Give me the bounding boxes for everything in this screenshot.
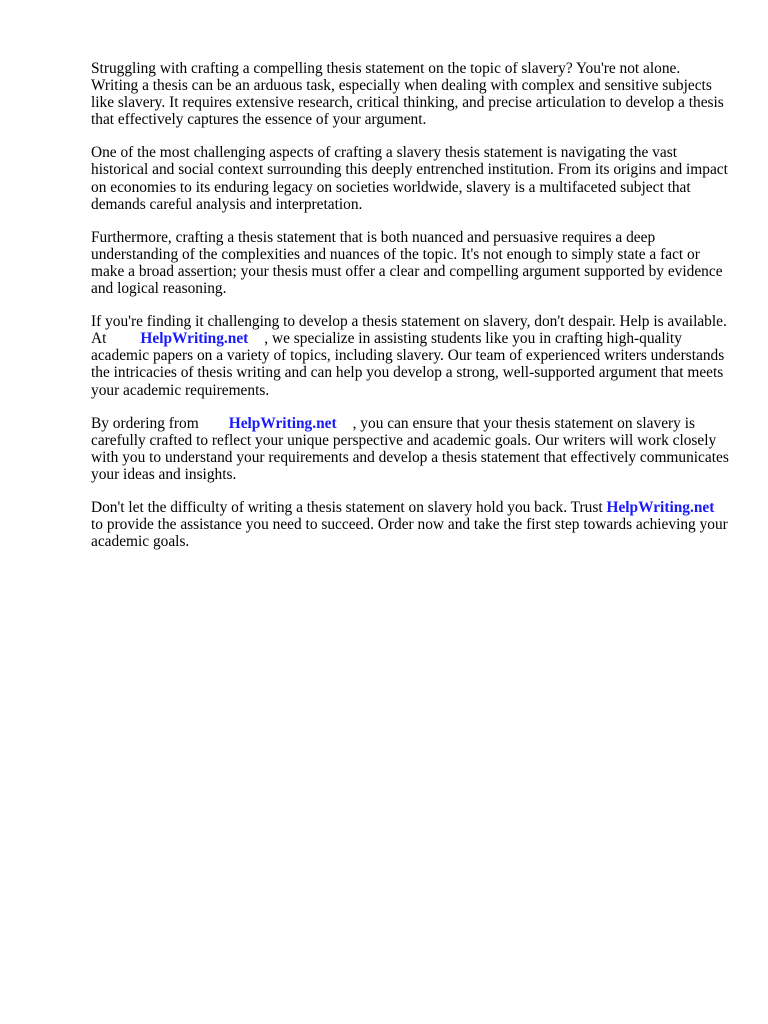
paragraph-closing (91, 499, 731, 550)
helpwriting-link[interactable]: HelpWriting.net (228, 414, 337, 432)
helpwriting-link[interactable]: HelpWriting.net (606, 498, 715, 516)
paragraph-ordering (91, 415, 731, 483)
paragraph-help-available-text-before: If you're finding it challenging to develop a thesis statement on slavery, don't despair. Help is available. At (91, 313, 727, 348)
paragraph-help-available-text-after: , we specialize in assisting students like you in crafting high-quality academic papers on a variety of topics, including slavery. Our team of experienced writers understands the intricacies of thesis writing and can help you develop a strong, well-supported argument that meets your academic requirements. (91, 330, 725, 399)
paragraph-ordering-text-after: , you can ensure that your thesis statement on slavery is carefully crafted to reflect your unique perspective and academic goals. Our writers will work closely with you to understand your requirements and develop a thesis statement that effectively communicates your ideas and insights. (91, 414, 729, 483)
paragraph-ordering-text-before: By ordering from (91, 414, 199, 432)
helpwriting-link[interactable]: HelpWriting.net (140, 330, 249, 348)
paragraph-closing-text-after: to provide the assistance you need to succeed. Order now and take the first step towards achieving your academic goals. (91, 516, 728, 551)
paragraph-intro: Struggling with crafting a compelling thesis statement on the topic of slavery? You're not alone. Writing a thesis can be an arduous task, especially when dealing with complex and sensitive subjects like slavery. It requires extensive research, critical thinking, and precise articulation to develop a thesis that effectively captures the essence of your argument. (91, 60, 724, 129)
paragraph-help-available (91, 313, 731, 398)
paragraph-nuance: Furthermore, crafting a thesis statement that is both nuanced and persuasive requires a deep understanding of the complexities and nuances of the topic. It's not enough to simply state a fact or make a broad assertion; your thesis must offer a clear and compelling argument supported by evidence and logical reasoning. (91, 228, 723, 298)
paragraph-challenges: One of the most challenging aspects of crafting a slavery thesis statement is navigating the vast historical and social context surrounding this deeply entrenched institution. From its origins and impact on economies to its enduring legacy on societies worldwide, slavery is a multifaceted subject that demands careful analysis and interpretation. (91, 144, 728, 213)
paragraph-closing-text-before: Don't let the difficulty of writing a thesis statement on slavery hold you back. Trust (91, 498, 603, 516)
document-body (91, 60, 731, 566)
